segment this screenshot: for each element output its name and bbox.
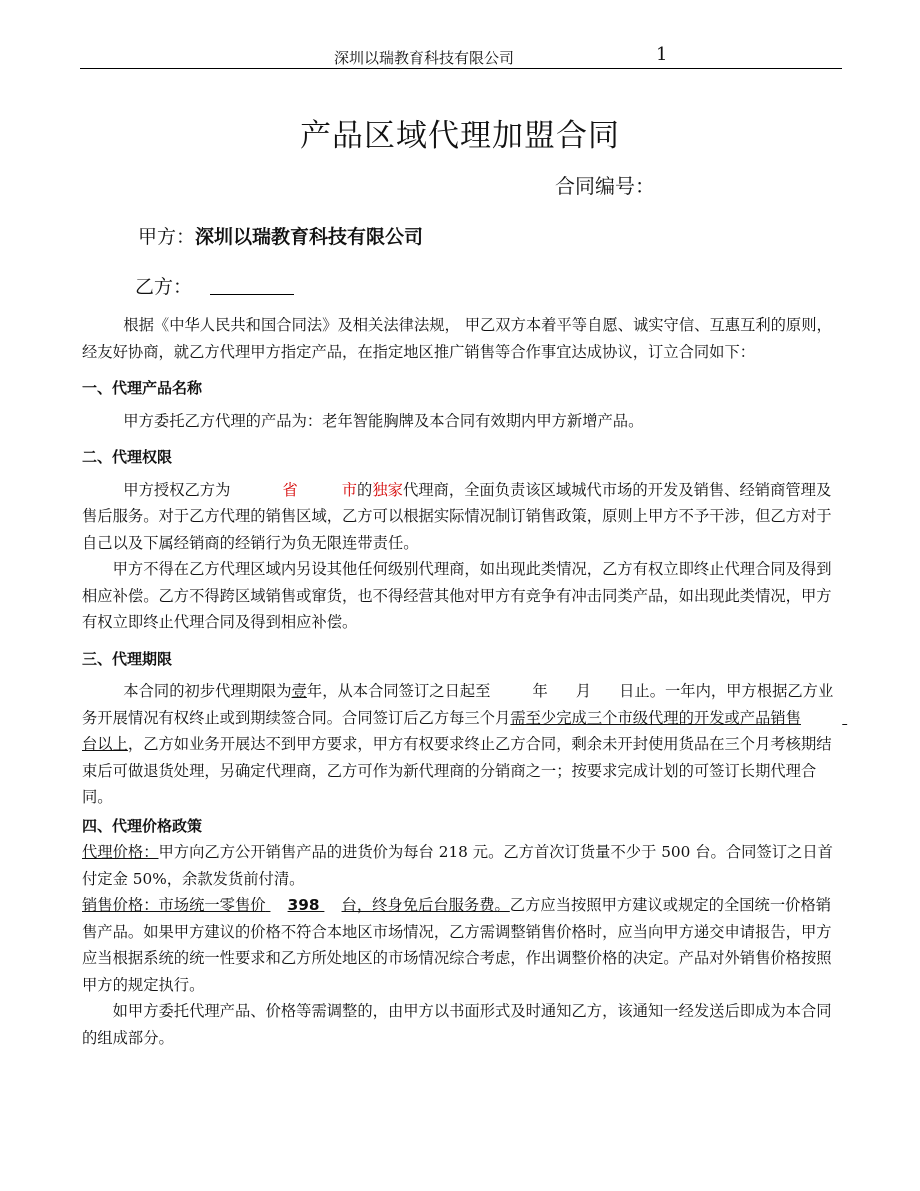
section-1-text: 甲方委托乙方代理的产品为：老年智能胸牌及本合同有效期内甲方新增产品。 (123, 411, 644, 430)
contract-number-label: 合同编号： (555, 174, 655, 198)
section-2-paragraph-1 (82, 477, 842, 557)
section-1-heading: 一、代理产品名称 (82, 379, 203, 397)
s2-province: 省 (282, 480, 298, 499)
s2-city: 市 (341, 480, 358, 499)
section-2-heading: 二、代理权限 (82, 448, 173, 466)
retail-label: 销售价格：市场统一零售价 (82, 896, 266, 914)
page-number: 1 (656, 44, 668, 65)
adjustment-paragraph: 如甲方委托代理产品、价格等需调整的，由甲方以书面形式及时通知乙方，该通知一经发送后即成为本合同的组成部分。 (82, 1002, 832, 1047)
contract-body (82, 312, 842, 1051)
s3-month: 月 (575, 682, 592, 700)
s3-units: 台以上 (82, 735, 128, 753)
s3-t2: 年，从本合同签订之日起至 (306, 682, 491, 700)
header-company: 深圳以瑞教育科技有限公司 (334, 49, 515, 67)
party-a (138, 222, 423, 249)
party-a-name: 深圳以瑞教育科技有限公司 (195, 226, 424, 248)
section-3-paragraph (82, 678, 842, 811)
party-b-label: 乙方： (135, 276, 193, 298)
s2-rest: 代理商，全面负责该区域城代市场的开发及销售、经销商管理及售后服务。对于乙方代理的销售区域，乙方可以根据实际情况制订销售政策，原则上甲方不予干涉，但乙方对于自己以及下属经销商的经销行为负无限连带责任。 (82, 480, 832, 552)
preamble: 根据《中华人民共和国合同法》及相关法律法规， 甲乙双方本着平等自愿、诚实守信、互惠互利的原则，经友好协商，就乙方代理甲方指定产品，在指定地区推广销售等合作事宜达成协议，订立合同如下： (82, 316, 832, 361)
section-2-paragraph-2: 甲方不得在乙方代理区域内另设其他任何级别代理商，如出现此类情况，乙方有权立即终止代理合同及得到相应补偿。乙方不得跨区域销售或窜货，也不得经营其他对甲方有竞争有冲击同类产品，如出现此类情况，甲方有权立即终止代理合同及得到相应补偿。 (82, 560, 832, 631)
retail-rest: 乙方应当按照甲方建议或规定的全国统一价格销售产品。如果甲方建议的价格不符合本地区市场情况，乙方需调整销售价格时，应当向甲方递交申请报告，甲方应当根据系统的统一性要求和乙方所处地区的市场情况综合考虑，作出调整价格的决定。产品对外销售价格按照甲方的规定执行。 (82, 896, 832, 994)
party-a-label: 甲方： (138, 226, 196, 248)
s3-year-count: 壹 (291, 682, 307, 700)
party-b-blank-line (210, 276, 294, 295)
agent-price-text: 甲方向乙方公开销售产品的进货价为每台 218 元。乙方首次订货量不少于 500 台。合同签订之日首付定金 50%，余款发货前付清。 (82, 843, 833, 888)
agent-price-paragraph (82, 839, 842, 892)
document-title: 产品区域代理加盟合同 (300, 118, 620, 154)
section-4-heading: 四、代理价格政策 (82, 816, 203, 835)
section-3-heading: 三、代理期限 (82, 649, 173, 668)
s3-underlined: 需至少完成三个市级代理的开发或产品销售 (510, 708, 801, 727)
s2-exclusive: 独家 (372, 480, 403, 499)
s3-year: 年 (532, 682, 548, 700)
retail-suffix: 台，终身免后台服务费。 (341, 896, 510, 914)
s3-t1: 本合同的初步代理期限为 (123, 682, 292, 700)
page-header (80, 44, 842, 69)
retail-price-paragraph (82, 892, 842, 998)
s2-de: 的 (357, 480, 373, 499)
party-b (135, 272, 294, 299)
s3-t3: 日止。一年内，甲方根据乙方业务开展情况有权终止或到期续签合同。合同签订后乙方每三个月 (82, 682, 834, 727)
s3-t4: ，乙方如业务开展达不到甲方要求，甲方有权要求终止乙方合同，剩余未开封使用货品在三个月考核期结束后可做退货处理，另确定代理商，乙方可作为新代理商的分销商之一；按要求完成计划的可签订长期代理合同。 (82, 735, 832, 806)
agent-price-label: 代理价格： (82, 843, 159, 861)
retail-price: 398 (287, 896, 320, 914)
s2-prefix: 甲方授权乙方为 (123, 480, 231, 499)
